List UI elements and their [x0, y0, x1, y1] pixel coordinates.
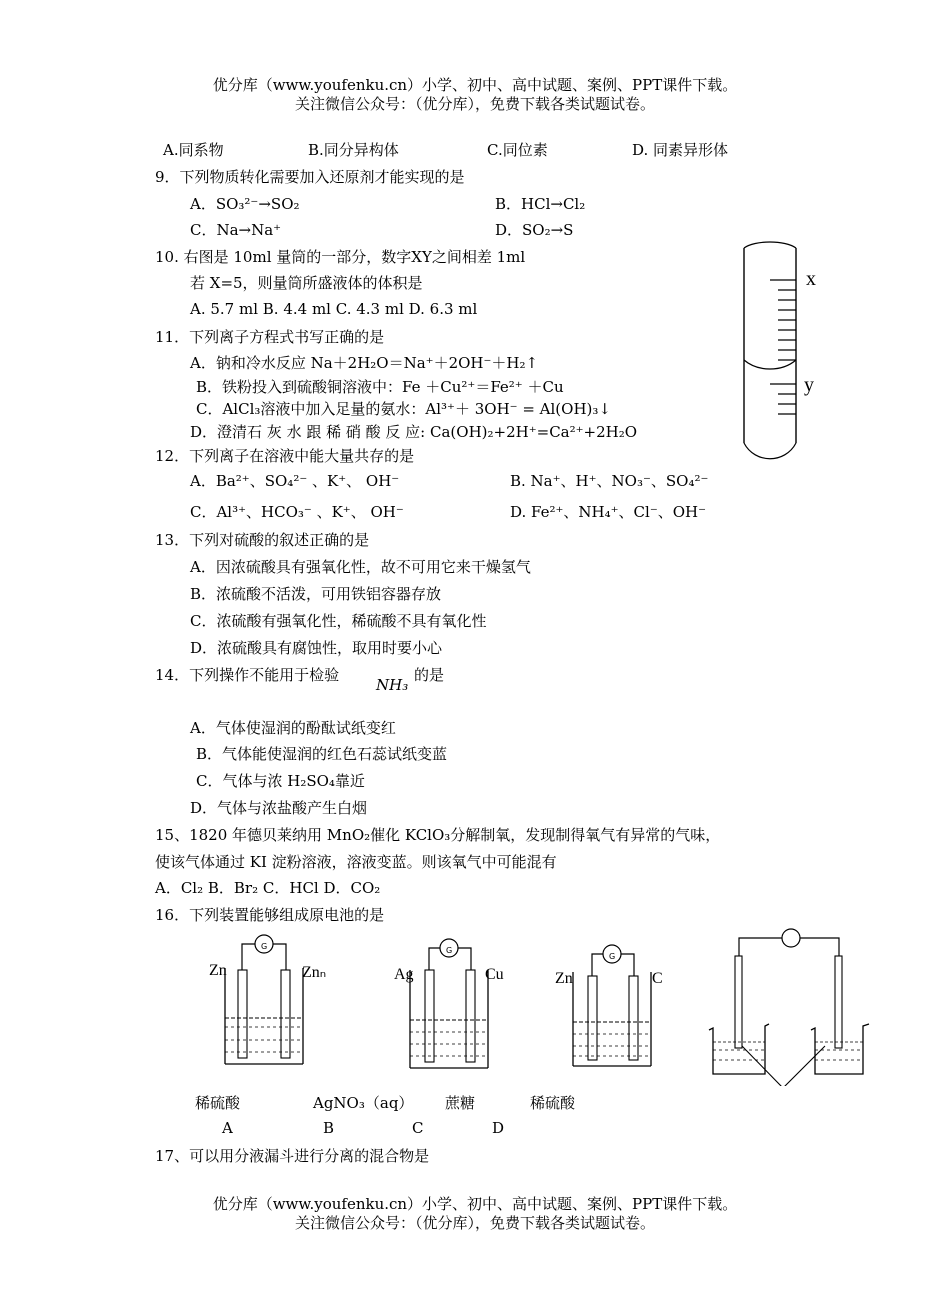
- q16-stem: 16．下列装置能够组成原电池的是: [155, 906, 385, 924]
- cylinder-label-y: y: [804, 374, 814, 396]
- svg-text:G: G: [446, 946, 453, 955]
- q12-option-d: D. Fe²⁺、NH₄⁺、Cl⁻、OH⁻: [510, 503, 707, 521]
- apparatus-b-left-electrode: Ag: [394, 966, 414, 983]
- q14-option-a: A．气体使湿润的酚酞试纸变红: [190, 719, 396, 737]
- apparatus-a-left-electrode: Zn: [209, 962, 227, 979]
- cylinder-label-x: x: [806, 268, 816, 290]
- q14-stem: 14．下列操作不能用于检验: [155, 666, 340, 684]
- header-line-2: 关注微信公众号：（优分库），免费下载各类试题试卷。: [294, 95, 655, 113]
- q10-options: A. 5.7 ml B. 4.4 ml C. 4.3 ml D. 6.3 ml: [190, 300, 478, 318]
- q13-option-b: B．浓硫酸不活泼，可用铁铝容器存放: [190, 585, 442, 603]
- q13-stem: 13．下列对硫酸的叙述正确的是: [155, 531, 370, 549]
- q9-option-c: C．Na→Na⁺: [190, 221, 282, 239]
- apparatus-a-right-electrode: Znₙ: [302, 964, 327, 981]
- q9-option-d: D．SO₂→S: [495, 221, 574, 239]
- q15-stem: 15、1820 年德贝莱纳用 MnO₂催化 KClO₃分解制氧，发现制得氧气有异常的气味，: [155, 826, 721, 844]
- svg-text:G: G: [609, 952, 616, 961]
- q12-option-c: C．Al³⁺、HCO₃⁻ 、K⁺、 OH⁻: [190, 503, 404, 521]
- apparatus-b: [405, 936, 495, 1076]
- solution-d-label: 稀硫酸: [530, 1094, 576, 1112]
- apparatus-c-left-electrode: Zn: [555, 970, 573, 987]
- solution-b-label: AgNO₃（aq）: [313, 1094, 414, 1112]
- footer-line-1: 优分库（www.youfenku.cn）小学、初中、高中试题、案例、PPT课件下载。: [212, 1195, 738, 1213]
- q11-stem: 11．下列离子方程式书写正确的是: [155, 328, 385, 346]
- q13-option-c: C．浓硫酸有强氧化性，稀硫酸不具有氧化性: [190, 612, 487, 630]
- apparatus-c-right-electrode: C: [652, 970, 663, 987]
- q9-stem: 9．下列物质转化需要加入还原剂才能实现的是: [155, 168, 465, 186]
- q11-option-b: B．铁粉投入到硫酸铜溶液中：Fe ＋Cu²⁺＝Fe²⁺ ＋Cu: [196, 378, 564, 396]
- q15-stem-2: 使该气体通过 KI 淀粉溶液，溶液变蓝。则该氧气中可能混有: [155, 853, 557, 871]
- q8-option-d: D. 同素异形体: [632, 141, 729, 159]
- q8-option-b: B.同分异构体: [308, 141, 399, 159]
- apparatus-letter-b: B: [323, 1119, 335, 1137]
- q12-option-a: A．Ba²⁺、SO₄²⁻ 、K⁺、 OH⁻: [190, 472, 400, 490]
- q8-option-a: A.同系物: [163, 141, 224, 159]
- apparatus-d: [705, 926, 875, 1086]
- solution-c-label: 蔗糖: [445, 1094, 476, 1112]
- apparatus-c: [568, 942, 658, 1072]
- q9-option-b: B．HCl→Cl₂: [495, 195, 586, 213]
- svg-text:G: G: [261, 942, 268, 951]
- apparatus-letter-d: D: [492, 1119, 505, 1137]
- q11-option-a: A．钠和冷水反应 Na＋2H₂O＝Na⁺＋2OH⁻＋H₂↑: [190, 354, 539, 372]
- q14-option-d: D．气体与浓盐酸产生白烟: [190, 799, 368, 817]
- q15-options: A．Cl₂ B．Br₂ C．HCl D．CO₂: [155, 879, 381, 897]
- q10-stem: 10. 右图是 10ml 量筒的一部分，数字XY之间相差 1ml: [155, 248, 526, 266]
- q13-option-d: D．浓硫酸具有腐蚀性，取用时要小心: [190, 639, 443, 657]
- q14-formula: NH₃: [376, 676, 409, 694]
- q11-option-c: C．AlCl₃溶液中加入足量的氨水：Al³⁺＋ 3OH⁻ = Al(OH)₃↓: [196, 400, 611, 418]
- q17-stem: 17、可以用分液漏斗进行分离的混合物是: [155, 1147, 430, 1165]
- q13-option-a: A．因浓硫酸具有强氧化性，故不可用它来干燥氢气: [190, 558, 531, 576]
- apparatus-letter-a: A: [222, 1119, 233, 1137]
- q12-stem: 12．下列离子在溶液中能大量共存的是: [155, 447, 415, 465]
- header-line-1: 优分库（www.youfenku.cn）小学、初中、高中试题、案例、PPT课件下载。: [212, 76, 738, 94]
- solution-a-label: 稀硫酸: [195, 1094, 241, 1112]
- apparatus-b-right-electrode: Cu: [485, 966, 504, 983]
- apparatus-letter-c: C: [412, 1119, 424, 1137]
- q11-option-d: D．澄清石 灰 水 跟 稀 硝 酸 反 应: Ca(OH)₂+2H⁺=Ca²⁺+2H₂O: [190, 423, 638, 441]
- q14-option-c: C．气体与浓 H₂SO₄靠近: [196, 772, 365, 790]
- apparatus-a: [220, 930, 310, 1070]
- q9-option-a: A．SO₃²⁻→SO₂: [190, 195, 300, 213]
- footer-line-2: 关注微信公众号：（优分库），免费下载各类试题试卷。: [294, 1214, 655, 1232]
- q8-option-c: C.同位素: [487, 141, 548, 159]
- q14-option-b: B．气体能使湿润的红色石蕊试纸变蓝: [196, 745, 448, 763]
- q12-option-b: B. Na⁺、H⁺、NO₃⁻、SO₄²⁻: [510, 472, 709, 490]
- q10-stem-2: 若 X=5，则量筒所盛液体的体积是: [190, 274, 423, 292]
- q14-stem-end: 的是: [414, 666, 445, 684]
